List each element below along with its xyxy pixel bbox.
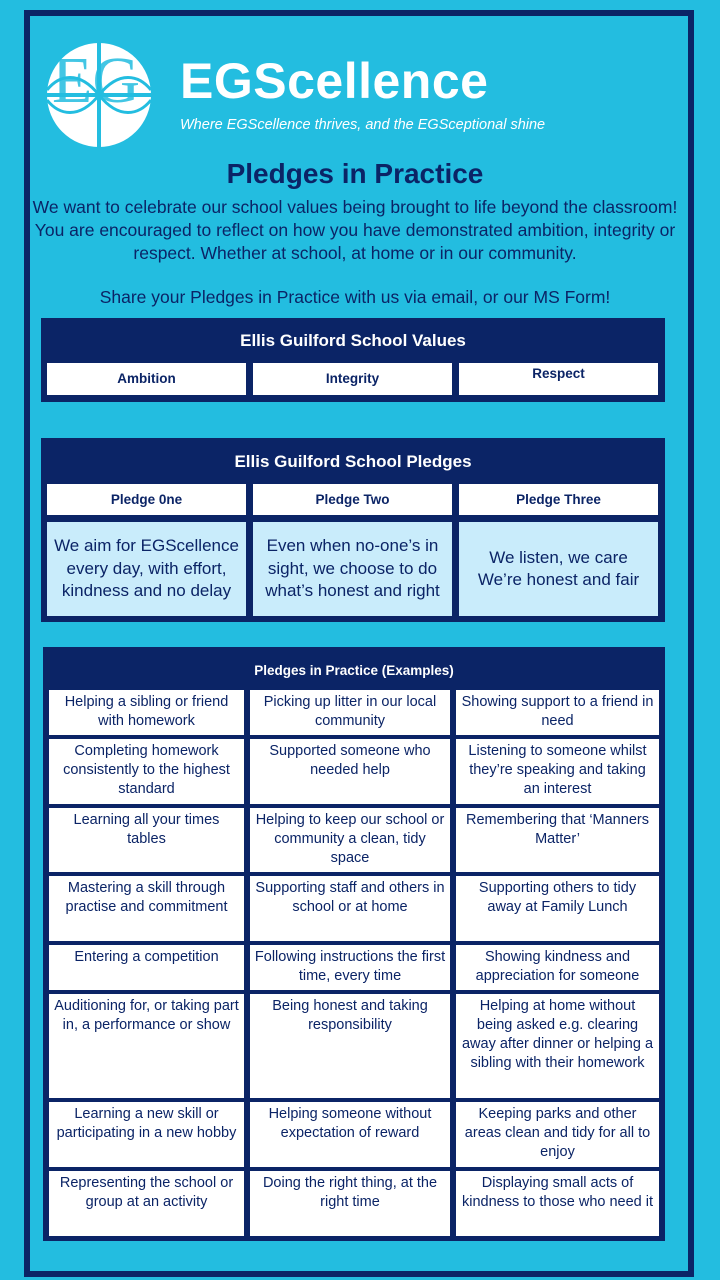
example-cell: Representing the school or group at an activity <box>49 1171 244 1236</box>
page-title: Pledges in Practice <box>226 158 484 189</box>
example-cell: Helping at home without being asked e.g. clearing away after dinner or helping a sibling with their homework <box>456 994 659 1098</box>
example-cell: Learning all your times tables <box>49 808 244 872</box>
example-cell: Listening to someone whilst they’re speaking and taking an interest <box>456 739 659 804</box>
example-cell: Auditioning for, or taking part in, a performance or show <box>49 994 244 1098</box>
example-cell: Supporting staff and others in school or at home <box>250 876 450 941</box>
pledge-two-header: Pledge Two <box>253 484 452 515</box>
example-cell: Doing the right thing, at the right time <box>250 1171 450 1236</box>
share-text: Share your Pledges in Practice with us via email, or our MS Form! <box>99 287 611 307</box>
values-title: Ellis Guilford School Values <box>240 331 466 350</box>
egs-logo <box>44 30 154 160</box>
value-ambition: Ambition <box>47 363 246 395</box>
example-cell: Showing support to a friend in need <box>456 690 659 735</box>
example-cell: Entering a competition <box>49 945 244 990</box>
example-cell: Helping someone without expectation of reward <box>250 1102 450 1167</box>
intro-text: We want to celebrate our school values being brought to life beyond the classroom! You are encouraged to reflect on how you have demonstrated ambition, integrity or respect. Whether at school, at home or in our community. <box>32 197 678 263</box>
example-cell: Displaying small acts of kindness to those who need it <box>456 1171 659 1236</box>
brand-name: EGScellence <box>180 53 489 109</box>
value-integrity: Integrity <box>253 363 452 395</box>
pledge-one-header: Pledge 0ne <box>47 484 246 515</box>
example-cell: Picking up litter in our local community <box>250 690 450 735</box>
example-cell: Supported someone who needed help <box>250 739 450 804</box>
example-cell: Being honest and taking responsibility <box>250 994 450 1098</box>
examples-panel <box>43 647 665 1241</box>
example-cell: Completing homework consistently to the highest standard <box>49 739 244 804</box>
pledge-three-text: We listen, we care We’re honest and fair <box>459 522 658 616</box>
example-cell: Supporting others to tidy away at Family Lunch <box>456 876 659 941</box>
example-cell: Remembering that ‘Manners Matter’ <box>456 808 659 872</box>
pledge-two-text: Even when no-one’s in sight, we choose to do what’s honest and right <box>253 522 452 616</box>
tagline: Where EGScellence thrives, and the EGSceptional shine <box>180 117 546 133</box>
example-cell: Mastering a skill through practise and commitment <box>49 876 244 941</box>
logo-letters: EG <box>52 44 140 117</box>
examples-title: Pledges in Practice (Examples) <box>254 663 454 678</box>
example-cell: Following instructions the first time, every time <box>250 945 450 990</box>
pledges-panel <box>41 438 665 622</box>
example-cell: Showing kindness and appreciation for someone <box>456 945 659 990</box>
pledge-three-header: Pledge Three <box>459 484 658 515</box>
pledge-one-text: We aim for EGScellence every day, with effort, kindness and no delay <box>47 522 246 616</box>
pledges-title: Ellis Guilford School Pledges <box>234 452 472 471</box>
example-cell: Helping to keep our school or community a clean, tidy space <box>250 808 450 872</box>
example-cell: Learning a new skill or participating in a new hobby <box>49 1102 244 1167</box>
values-panel <box>41 318 665 402</box>
value-respect: Respect <box>459 363 658 395</box>
example-cell: Keeping parks and other areas clean and tidy for all to enjoy <box>456 1102 659 1167</box>
example-cell: Helping a sibling or friend with homework <box>49 690 244 735</box>
